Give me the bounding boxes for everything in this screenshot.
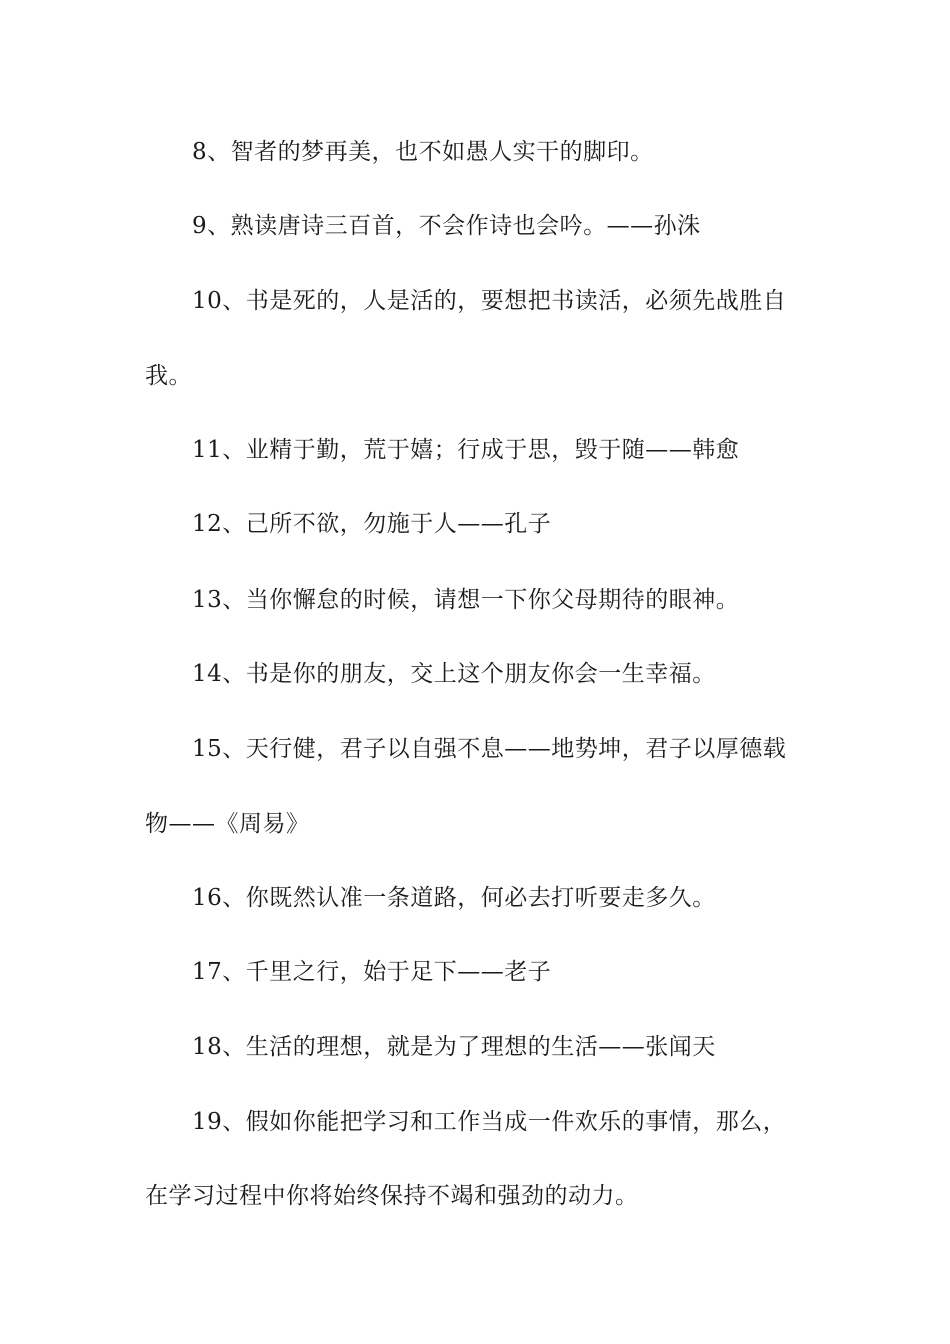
quote-13: 13、当你懈怠的时候，请想一下你父母期待的眼神。 [192,587,740,613]
quote-16: 16、你既然认准一条道路，何必去打听要走多久。 [192,885,716,911]
quote-19-continued: 在学习过程中你将始终保持不竭和强劲的动力。 [145,1183,639,1209]
quote-10: 10、书是死的，人是活的，要想把书读活，必须先战胜自 [192,288,787,314]
quote-18: 18、生活的理想，就是为了理想的生活——张闻天 [192,1034,716,1060]
quote-17: 17、千里之行，始于足下——老子 [192,959,552,985]
quote-15-continued: 物——《周易》 [145,811,310,837]
quote-8: 8、智者的梦再美，也不如愚人实干的脚印。 [192,139,654,165]
quote-9: 9、熟读唐诗三百首，不会作诗也会吟。——孙洙 [192,213,701,239]
quote-12: 12、己所不欲，勿施于人——孔子 [192,511,552,537]
quote-15: 15、天行健，君子以自强不息——地势坤，君子以厚德载 [192,736,787,762]
quote-11: 11、业精于勤，荒于嬉；行成于思，毁于随——韩愈 [192,437,740,463]
quote-10-continued: 我。 [145,363,192,389]
quote-14: 14、书是你的朋友，交上这个朋友你会一生幸福。 [192,661,716,687]
quote-19: 19、假如你能把学习和工作当成一件欢乐的事情，那么， [192,1109,787,1135]
